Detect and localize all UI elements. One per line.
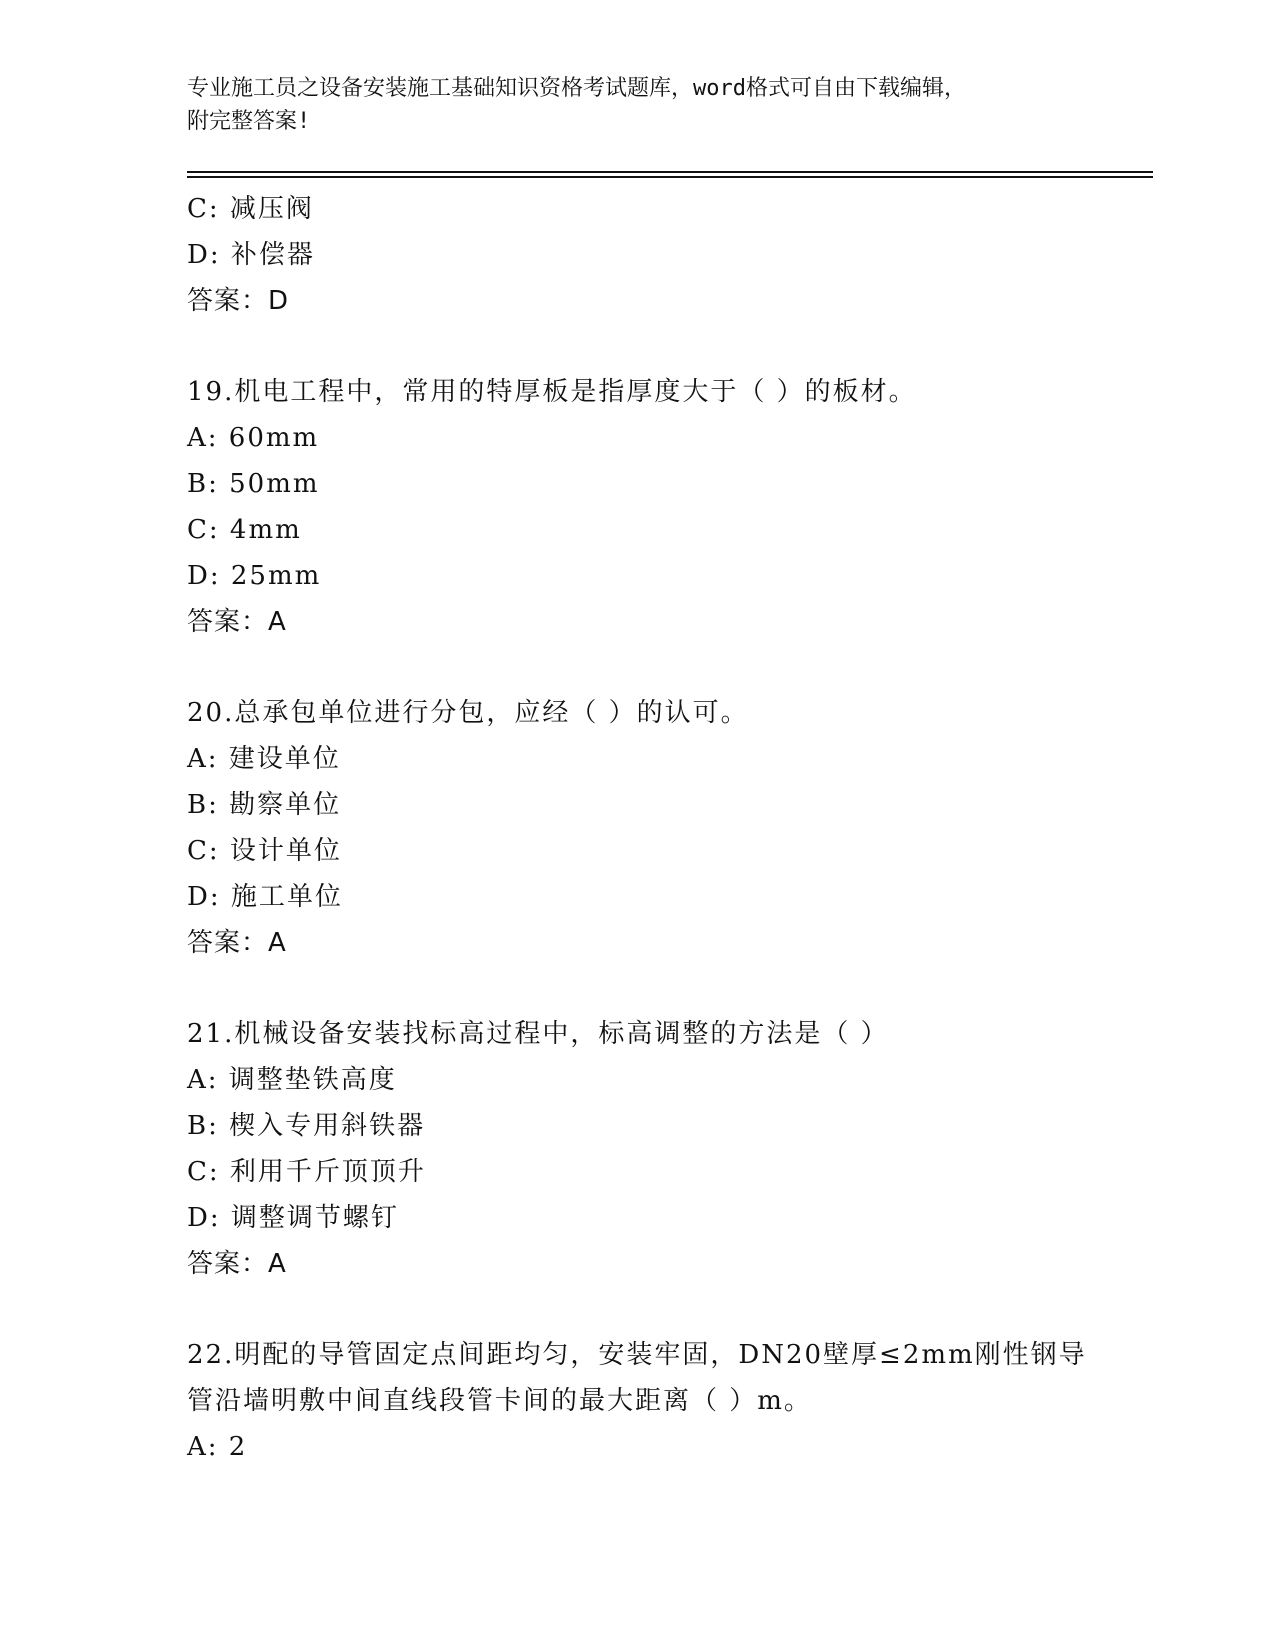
option-a: A: 调整垫铁高度 xyxy=(187,1065,397,1095)
question-stem-line-2: 管沿墙明敷中间直线段管卡间的最大距离（ ）m。 xyxy=(187,1386,812,1416)
option-c: C: 4mm xyxy=(187,515,302,545)
option-d: D: 25mm xyxy=(187,561,322,591)
question-block-21 xyxy=(187,1011,1153,1287)
option-a: A: 60mm xyxy=(187,423,320,453)
question-stem: 20.总承包单位进行分包，应经（ ）的认可。 xyxy=(187,698,749,728)
option-d: D: 施工单位 xyxy=(187,882,343,912)
option-c: C: 设计单位 xyxy=(187,836,342,866)
option-a: A: 2 xyxy=(187,1432,248,1462)
document-header xyxy=(187,72,1067,138)
answer-line: 答案：A xyxy=(187,928,287,958)
header-divider-top xyxy=(187,171,1153,173)
question-stem-line-1: 22.明配的导管固定点间距均匀，安装牢固，DN20壁厚≤2mm刚性钢导 xyxy=(187,1340,1087,1370)
header-line-2: 附完整答案! xyxy=(187,109,311,134)
option-d: D: 调整调节螺钉 xyxy=(187,1203,399,1233)
answer-line: 答案：A xyxy=(187,1249,287,1279)
header-divider-bottom xyxy=(187,176,1153,178)
option-d: D: 补偿器 xyxy=(187,240,315,270)
option-c: C: 减压阀 xyxy=(187,194,314,224)
question-block-22 xyxy=(187,1332,1153,1470)
question-block-prev xyxy=(187,186,1153,324)
option-b: B: 勘察单位 xyxy=(187,790,342,820)
answer-line: 答案：D xyxy=(187,286,290,316)
option-c: C: 利用千斤顶顶升 xyxy=(187,1157,426,1187)
option-a: A: 建设单位 xyxy=(187,744,341,774)
question-list xyxy=(187,186,1153,1470)
option-b: B: 楔入专用斜铁器 xyxy=(187,1111,426,1141)
question-stem: 19.机电工程中，常用的特厚板是指厚度大于（ ）的板材。 xyxy=(187,377,917,407)
question-block-19 xyxy=(187,369,1153,645)
question-block-20 xyxy=(187,690,1153,966)
question-stem: 21.机械设备安装找标高过程中，标高调整的方法是（ ） xyxy=(187,1019,889,1049)
answer-line: 答案：A xyxy=(187,607,287,637)
option-b: B: 50mm xyxy=(187,469,320,499)
header-line-1: 专业施工员之设备安装施工基础知识资格考试题库，word格式可自由下载编辑， xyxy=(187,76,966,101)
